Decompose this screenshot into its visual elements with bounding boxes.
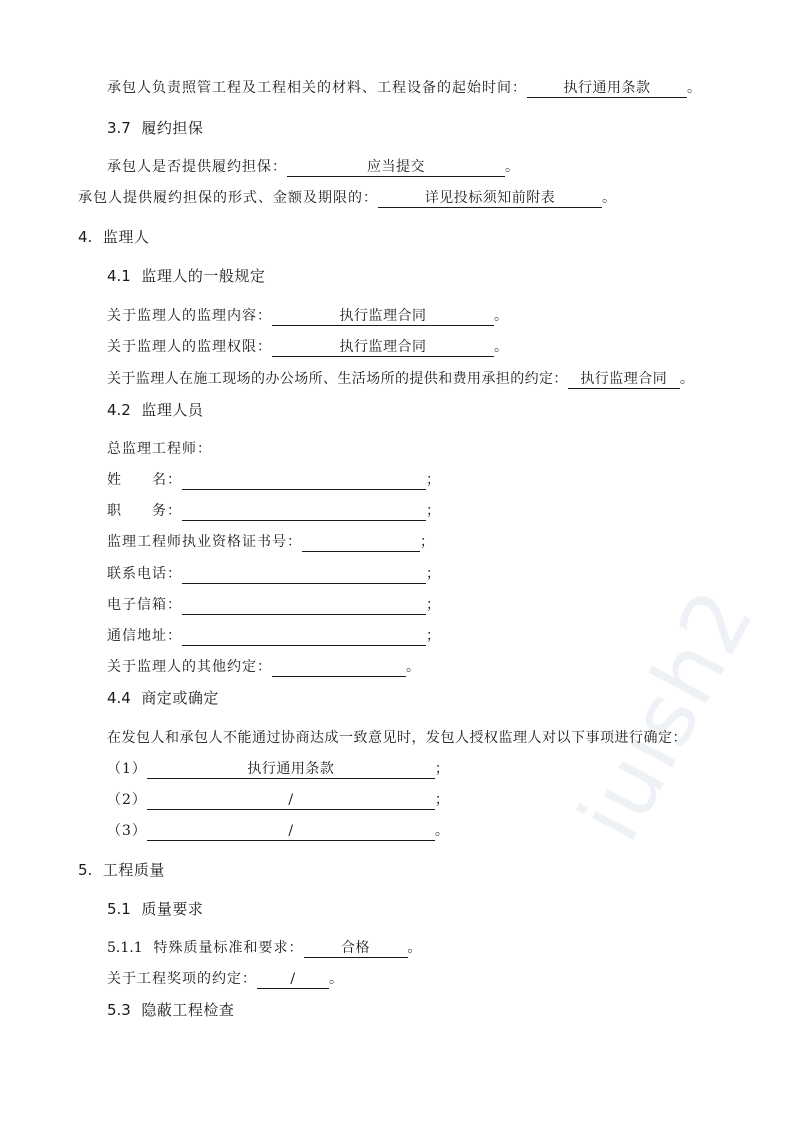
site-office-line bbox=[107, 369, 694, 389]
performance-bond-provided-line bbox=[107, 157, 520, 177]
section-title: 监理人 bbox=[102, 228, 150, 246]
item-3-line bbox=[107, 821, 450, 841]
determination-intro-line bbox=[107, 728, 687, 748]
award-agreement-line bbox=[107, 969, 344, 989]
title-field[interactable] bbox=[182, 501, 426, 521]
performance-bond-form-label: 承包人提供履约担保的形式、金额及期限的： bbox=[78, 190, 378, 206]
title-label: 职 务： bbox=[107, 503, 182, 519]
section-4-2-heading bbox=[107, 400, 203, 420]
performance-bond-form-line bbox=[78, 188, 617, 208]
section-title: 质量要求 bbox=[141, 900, 204, 918]
award-agreement-label: 关于工程奖项的约定： bbox=[107, 971, 257, 987]
quality-standard-label: 特殊质量标准和要求： bbox=[153, 940, 304, 956]
section-title: 商定或确定 bbox=[141, 689, 219, 707]
section-number: 3.7 bbox=[107, 119, 131, 137]
title-field-line bbox=[107, 501, 441, 521]
section-number: 5.1 bbox=[107, 900, 131, 918]
cert-field-line bbox=[107, 532, 435, 552]
performance-bond-provided-label: 承包人是否提供履约担保： bbox=[107, 159, 287, 175]
supervision-authority-label: 关于监理人的监理权限： bbox=[107, 339, 272, 355]
address-field[interactable] bbox=[182, 626, 426, 646]
punct: ； bbox=[426, 628, 441, 644]
chief-engineer-line bbox=[107, 439, 212, 459]
quality-standard-line bbox=[107, 938, 423, 958]
name-field[interactable] bbox=[182, 470, 426, 490]
other-agreement-label: 关于监理人的其他约定： bbox=[107, 659, 272, 675]
quality-standard-value: 合格 bbox=[304, 938, 408, 958]
item-1-value: 执行通用条款 bbox=[147, 759, 435, 779]
section-5-heading bbox=[78, 860, 165, 880]
section-title: 履约担保 bbox=[141, 119, 204, 137]
section-number: 4. bbox=[78, 228, 93, 246]
clause-number: 5.1.1 bbox=[107, 940, 143, 956]
performance-bond-form-value: 详见投标须知前附表 bbox=[378, 188, 602, 208]
cert-field[interactable] bbox=[302, 532, 420, 552]
name-field-line bbox=[107, 470, 441, 490]
punct: 。 bbox=[602, 190, 617, 206]
email-field-line bbox=[107, 595, 441, 615]
punct: ； bbox=[434, 761, 450, 777]
punct: 。 bbox=[494, 339, 509, 355]
item-2-value: / bbox=[147, 790, 435, 810]
punct: 。 bbox=[679, 371, 695, 387]
item-2-line bbox=[107, 790, 450, 810]
punct: 。 bbox=[505, 159, 520, 175]
punct: 。 bbox=[406, 659, 421, 675]
punct: ； bbox=[426, 566, 441, 582]
phone-label: 联系电话： bbox=[107, 566, 182, 582]
section-title: 隐蔽工程检查 bbox=[141, 1001, 235, 1019]
supervision-content-value: 执行监理合同 bbox=[272, 306, 494, 326]
punct: ； bbox=[420, 534, 435, 550]
custody-start-time-label: 承包人负责照管工程及工程相关的材料、工程设备的起始时间： bbox=[107, 80, 527, 96]
supervision-content-label: 关于监理人的监理内容： bbox=[107, 308, 272, 324]
site-office-label: 关于监理人在施工现场的办公场所、生活场所的提供和费用承担的约定： bbox=[107, 371, 568, 387]
address-field-line bbox=[107, 626, 441, 646]
watermark: iuish2 bbox=[560, 573, 775, 857]
phone-field-line bbox=[107, 564, 441, 584]
performance-bond-provided-value: 应当提交 bbox=[287, 157, 505, 177]
section-title: 工程质量 bbox=[102, 861, 165, 879]
name-label: 姓 名： bbox=[107, 472, 182, 488]
section-4-4-heading bbox=[107, 688, 219, 708]
section-3-7-heading bbox=[107, 118, 203, 138]
address-label: 通信地址： bbox=[107, 628, 182, 644]
punct: ； bbox=[434, 792, 450, 808]
award-agreement-value: / bbox=[257, 969, 329, 989]
section-number: 4.4 bbox=[107, 689, 131, 707]
item-3-label: （3） bbox=[107, 823, 147, 839]
custody-start-time-line bbox=[107, 78, 702, 98]
punct: 。 bbox=[329, 971, 344, 987]
other-agreement-field[interactable] bbox=[272, 657, 406, 677]
section-number: 5.3 bbox=[107, 1001, 131, 1019]
email-label: 电子信箱： bbox=[107, 597, 182, 613]
section-number: 5. bbox=[78, 861, 93, 879]
punct: 。 bbox=[434, 823, 450, 839]
punct: ； bbox=[426, 597, 441, 613]
punct: 。 bbox=[494, 308, 509, 324]
item-3-value: / bbox=[147, 821, 435, 841]
punct: ； bbox=[426, 503, 441, 519]
section-4-heading bbox=[78, 227, 149, 247]
item-1-label: （1） bbox=[107, 761, 147, 777]
supervision-authority-line bbox=[107, 337, 509, 357]
punct: 。 bbox=[687, 80, 702, 96]
email-field[interactable] bbox=[182, 595, 426, 615]
other-agreement-line bbox=[107, 657, 421, 677]
item-1-line bbox=[107, 759, 450, 779]
section-5-3-heading bbox=[107, 1000, 234, 1020]
site-office-value: 执行监理合同 bbox=[568, 369, 680, 389]
chief-engineer-label: 总监理工程师： bbox=[107, 441, 212, 457]
supervision-content-line bbox=[107, 306, 509, 326]
cert-label: 监理工程师执业资格证书号： bbox=[107, 534, 302, 550]
item-2-label: （2） bbox=[107, 792, 147, 808]
custody-start-time-value: 执行通用条款 bbox=[527, 78, 687, 98]
punct: ； bbox=[426, 472, 441, 488]
section-number: 4.1 bbox=[107, 267, 131, 285]
section-title: 监理人的一般规定 bbox=[141, 267, 266, 285]
section-5-1-heading bbox=[107, 899, 203, 919]
section-4-1-heading bbox=[107, 266, 265, 286]
phone-field[interactable] bbox=[182, 564, 426, 584]
determination-intro-label: 在发包人和承包人不能通过协商达成一致意见时，发包人授权监理人对以下事项进行确定： bbox=[107, 730, 687, 746]
supervision-authority-value: 执行监理合同 bbox=[272, 337, 494, 357]
punct: 。 bbox=[407, 940, 423, 956]
section-number: 4.2 bbox=[107, 401, 131, 419]
section-title: 监理人员 bbox=[141, 401, 204, 419]
